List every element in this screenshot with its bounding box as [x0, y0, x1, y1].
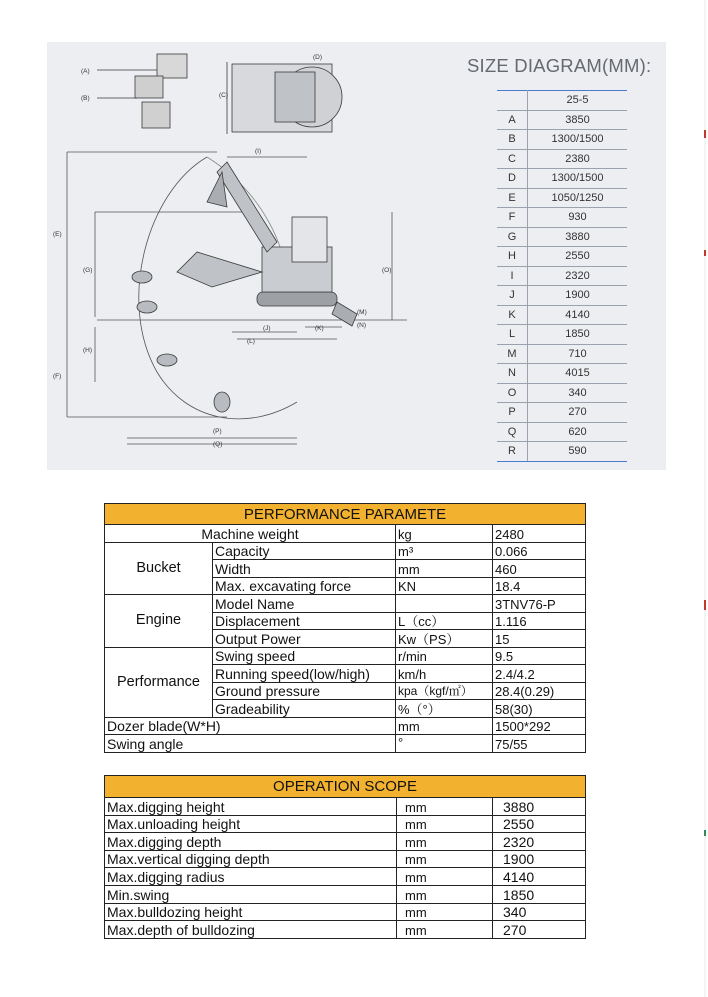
size-table-row — [497, 110, 627, 130]
scope-value: 3880 — [493, 798, 586, 816]
spec-value: 0.066 — [493, 542, 586, 560]
scope-label: Max.bulldozing height — [105, 903, 397, 921]
size-value: 340 — [528, 383, 628, 403]
scope-label: Max.digging height — [105, 798, 397, 816]
spec-value: 460 — [493, 560, 586, 578]
size-table-row — [497, 364, 627, 384]
size-table-row — [497, 325, 627, 345]
label-h: (H) — [83, 347, 93, 354]
scope-value: 340 — [493, 903, 586, 921]
label-a: (A) — [81, 68, 90, 75]
machine-weight-label: Machine weight — [105, 525, 396, 543]
size-header-key — [497, 91, 528, 111]
performance-title: PERFORMANCE PARAMETE — [105, 504, 586, 525]
label-l: (L) — [247, 338, 255, 345]
size-key: F — [497, 208, 528, 228]
spec-label: Output Power — [213, 630, 396, 648]
size-value: 930 — [528, 208, 628, 228]
scope-label: Min.swing — [105, 885, 397, 903]
spec-value: 3TNV76-P — [493, 595, 586, 613]
scope-unit: mm — [397, 850, 493, 868]
top-view — [227, 62, 342, 134]
size-table-row — [497, 266, 627, 286]
size-value: 270 — [528, 403, 628, 423]
size-diagram-title: SIZE DIAGRAM(MM): — [467, 55, 652, 76]
size-table-row — [497, 130, 627, 150]
size-value: 4140 — [528, 305, 628, 325]
table-row — [105, 595, 586, 613]
label-e: (E) — [53, 231, 62, 238]
scope-value: 4140 — [493, 868, 586, 886]
page-edge-marks — [702, 0, 708, 997]
size-value: 710 — [528, 344, 628, 364]
machine-weight-row — [105, 525, 586, 543]
size-key: I — [497, 266, 528, 286]
size-value: 2320 — [528, 266, 628, 286]
scope-unit: mm — [397, 815, 493, 833]
size-key: B — [497, 130, 528, 150]
table-row — [105, 815, 586, 833]
label-i: (I) — [255, 148, 262, 155]
scope-value: 2320 — [493, 833, 586, 851]
spec-unit — [396, 595, 493, 613]
dozer-blade-unit: mm — [396, 717, 493, 735]
size-value: 1850 — [528, 325, 628, 345]
scope-unit: mm — [397, 903, 493, 921]
size-value: 1900 — [528, 286, 628, 306]
table-row — [105, 798, 586, 816]
label-n: (N) — [357, 322, 367, 329]
dozer-blade-row — [105, 717, 586, 735]
front-view-icons — [97, 54, 187, 128]
dozer-blade-label: Dozer blade(W*H) — [105, 717, 396, 735]
spec-label: Gradeability — [213, 700, 396, 718]
table-row — [105, 542, 586, 560]
size-key: K — [497, 305, 528, 325]
spec-unit: %（°） — [396, 700, 493, 718]
scope-label: Max.vertical digging depth — [105, 850, 397, 868]
spec-value: 9.5 — [493, 647, 586, 665]
size-key: A — [497, 110, 528, 130]
scope-label: Max.depth of bulldozing — [105, 921, 397, 939]
size-table-row — [497, 286, 627, 306]
label-b: (B) — [81, 95, 90, 102]
scope-value: 2550 — [493, 815, 586, 833]
size-table-header-row — [497, 91, 627, 111]
scope-unit: mm — [397, 798, 493, 816]
label-m: (M) — [357, 309, 367, 316]
spec-unit: kpa（kgf/㎡） — [396, 682, 493, 700]
label-p: (P) — [213, 428, 222, 435]
spec-label: Ground pressure — [213, 682, 396, 700]
size-value: 2380 — [528, 149, 628, 169]
scope-label: Max.digging depth — [105, 833, 397, 851]
size-key: O — [497, 383, 528, 403]
size-table-row — [497, 208, 627, 228]
size-key: C — [497, 149, 528, 169]
machine-weight-value: 2480 — [493, 525, 586, 543]
size-key: Q — [497, 422, 528, 442]
label-q: (Q) — [213, 441, 223, 448]
spec-unit: Kw（PS） — [396, 630, 493, 648]
label-g: (G) — [83, 267, 93, 274]
swing-angle-value: 75/55 — [493, 735, 586, 753]
scope-unit: mm — [397, 868, 493, 886]
performance-group-label: Performance — [105, 647, 213, 717]
table-row — [105, 885, 586, 903]
spec-value: 28.4(0.29) — [493, 682, 586, 700]
spec-unit: L（cc） — [396, 612, 493, 630]
spec-value: 58(30) — [493, 700, 586, 718]
size-key: R — [497, 442, 528, 462]
scope-unit: mm — [397, 885, 493, 903]
swing-angle-unit: ° — [396, 735, 493, 753]
engine-group-label: Engine — [105, 595, 213, 648]
table-row — [105, 647, 586, 665]
size-value: 2550 — [528, 247, 628, 267]
size-table-row — [497, 227, 627, 247]
machine-weight-unit: kg — [396, 525, 493, 543]
label-j: (J) — [263, 325, 271, 332]
table-row — [105, 903, 586, 921]
scope-label: Max.unloading height — [105, 815, 397, 833]
size-key: L — [497, 325, 528, 345]
spec-value: 1.116 — [493, 612, 586, 630]
operation-scope-title: OPERATION SCOPE — [105, 776, 586, 798]
operation-scope-table — [104, 775, 586, 939]
table-row — [105, 868, 586, 886]
scope-unit: mm — [397, 921, 493, 939]
spec-value: 18.4 — [493, 577, 586, 595]
size-key: N — [497, 364, 528, 384]
size-value: 1300/1500 — [528, 130, 628, 150]
size-table-row — [497, 188, 627, 208]
scope-unit: mm — [397, 833, 493, 851]
performance-table — [104, 503, 586, 753]
performance-header-row — [105, 504, 586, 525]
label-f: (F) — [53, 373, 62, 380]
excavator-dimension-drawing — [47, 42, 467, 470]
size-key: H — [497, 247, 528, 267]
spec-label: Running speed(low/high) — [213, 665, 396, 683]
size-table-row — [497, 149, 627, 169]
dozer-blade-value: 1500*292 — [493, 717, 586, 735]
bucket-group-label: Bucket — [105, 542, 213, 595]
size-diagram-panel — [47, 42, 666, 470]
spec-unit: KN — [396, 577, 493, 595]
spec-label: Displacement — [213, 612, 396, 630]
size-table — [497, 90, 627, 462]
size-value: 590 — [528, 442, 628, 462]
label-o: (O) — [382, 267, 392, 274]
size-key: E — [497, 188, 528, 208]
spec-unit: km/h — [396, 665, 493, 683]
label-d: (D) — [313, 54, 323, 61]
size-table-row — [497, 442, 627, 462]
label-c: (C) — [219, 92, 229, 99]
swing-angle-label: Swing angle — [105, 735, 396, 753]
table-row — [105, 833, 586, 851]
spec-label: Model Name — [213, 595, 396, 613]
scope-value: 1900 — [493, 850, 586, 868]
size-table-row — [497, 344, 627, 364]
size-key: J — [497, 286, 528, 306]
size-key: G — [497, 227, 528, 247]
size-table-row — [497, 247, 627, 267]
spec-unit: r/min — [396, 647, 493, 665]
spec-value: 2.4/4.2 — [493, 665, 586, 683]
label-k: (K) — [315, 325, 324, 332]
scope-value: 270 — [493, 921, 586, 939]
spec-label: Width — [213, 560, 396, 578]
size-value: 620 — [528, 422, 628, 442]
size-key: M — [497, 344, 528, 364]
size-value: 4015 — [528, 364, 628, 384]
table-row — [105, 921, 586, 939]
table-row — [105, 850, 586, 868]
size-value: 3880 — [528, 227, 628, 247]
spec-unit: m³ — [396, 542, 493, 560]
size-table-row — [497, 422, 627, 442]
spec-value: 15 — [493, 630, 586, 648]
size-header-model: 25-5 — [528, 91, 628, 111]
scope-label: Max.digging radius — [105, 868, 397, 886]
spec-unit: mm — [396, 560, 493, 578]
spec-label: Max. excavating force — [213, 577, 396, 595]
spec-label: Capacity — [213, 542, 396, 560]
size-key: P — [497, 403, 528, 423]
operation-scope-header-row — [105, 776, 586, 798]
scope-value: 1850 — [493, 885, 586, 903]
spec-label: Swing speed — [213, 647, 396, 665]
size-table-row — [497, 305, 627, 325]
size-value: 1050/1250 — [528, 188, 628, 208]
swing-angle-row — [105, 735, 586, 753]
size-value: 3850 — [528, 110, 628, 130]
size-table-row — [497, 169, 627, 189]
size-key: D — [497, 169, 528, 189]
size-value: 1300/1500 — [528, 169, 628, 189]
size-table-row — [497, 383, 627, 403]
size-table-row — [497, 403, 627, 423]
